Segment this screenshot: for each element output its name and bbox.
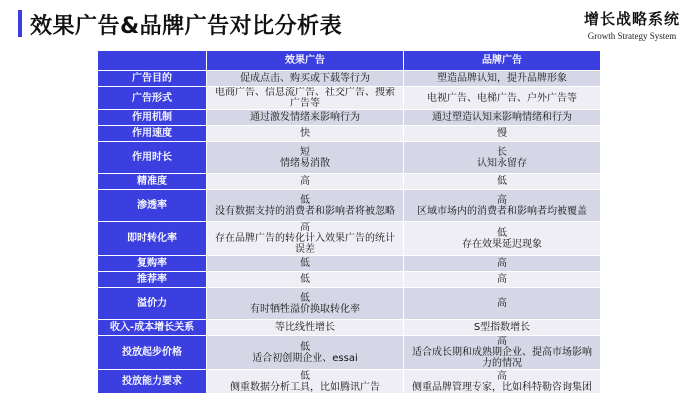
cell-text: 塑造品牌认知，提升品牌形象 <box>437 73 567 84</box>
brand-ads-cell <box>404 174 601 190</box>
cell-text: 等比线性增长 <box>275 322 335 333</box>
effect-ads-cell <box>207 370 404 394</box>
cell-text: 低 <box>300 370 310 382</box>
effect-ads-cell <box>207 110 404 126</box>
table-row <box>98 336 601 370</box>
cell-text: 存在品牌广告的转化计入效果广告的统计误差 <box>215 233 395 255</box>
brand-ads-cell <box>404 256 601 272</box>
brand-ads-cell <box>404 142 601 174</box>
row-label: 推荐率 <box>98 272 207 288</box>
brand-ads-cell <box>404 71 601 87</box>
header <box>0 0 700 48</box>
table-row <box>98 320 601 336</box>
cell-text: 短 <box>300 146 310 158</box>
effect-ads-cell <box>207 174 404 190</box>
cell-text: 高 <box>497 298 507 309</box>
brand-ads-cell <box>404 110 601 126</box>
effect-ads-cell <box>207 71 404 87</box>
cell-text: 存在效果延迟现象 <box>462 238 542 250</box>
cell-text: 低 <box>300 258 310 269</box>
cell-text: 高 <box>497 336 507 347</box>
brand-ads-cell <box>404 126 601 142</box>
table-row <box>98 174 601 190</box>
cell-text: 低 <box>497 176 507 187</box>
cell-text: 电视广告、电梯广告、户外广告等 <box>427 92 577 104</box>
cell-text: S型指数增长 <box>473 322 531 333</box>
row-label: 收入-成本增长关系 <box>98 320 207 336</box>
row-label: 作用时长 <box>98 142 207 174</box>
cell-text: 通过激发情绪来影响行为 <box>250 112 360 123</box>
cell-text: 高 <box>497 194 507 206</box>
row-label: 复购率 <box>98 256 207 272</box>
table-row <box>98 71 601 87</box>
cell-text: 长 <box>497 146 507 158</box>
effect-ads-cell <box>207 222 404 256</box>
cell-text: 高 <box>497 274 507 285</box>
row-label: 广告形式 <box>98 87 207 110</box>
effect-ads-cell <box>207 272 404 288</box>
effect-ads-cell <box>207 336 404 370</box>
cell-text: 高 <box>300 222 310 233</box>
cell-text: 电商广告、信息流广告、社交广告、搜索广告等 <box>215 87 395 109</box>
cell-text: 区域市场内的消费者和影响者均被覆盖 <box>417 205 587 217</box>
row-label: 即时转化率 <box>98 222 207 256</box>
table-row <box>98 110 601 126</box>
brand-ads-cell <box>404 190 601 222</box>
column-header-effect-ads: 效果广告 <box>207 51 404 71</box>
table-row <box>98 142 601 174</box>
cell-text: 促成点击、购买或下载等行为 <box>240 73 370 84</box>
table-row <box>98 256 601 272</box>
table-row <box>98 288 601 320</box>
title-accent-bar <box>18 10 22 37</box>
cell-text: 高 <box>300 176 310 187</box>
effect-ads-cell <box>207 256 404 272</box>
cell-text: 低 <box>300 341 310 353</box>
table-row <box>98 222 601 256</box>
column-header-brand-ads: 品牌广告 <box>404 51 601 71</box>
brand-name-cn: 增长战略系统 <box>583 10 680 28</box>
effect-ads-cell <box>207 320 404 336</box>
brand-ads-cell <box>404 336 601 370</box>
brand-ads-cell <box>404 320 601 336</box>
cell-text: 认知永留存 <box>477 157 527 169</box>
row-label: 渗透率 <box>98 190 207 222</box>
brand-ads-cell <box>404 272 601 288</box>
page-title: 效果广告&品牌广告对比分析表 <box>30 14 343 39</box>
cell-text: 情绪易消散 <box>280 157 330 169</box>
row-label: 作用机制 <box>98 110 207 126</box>
effect-ads-cell <box>207 126 404 142</box>
cell-text: 低 <box>300 194 310 206</box>
cell-text: 适合初创期企业、essai <box>252 352 358 364</box>
table-row <box>98 370 601 394</box>
table-row <box>98 126 601 142</box>
cell-text: 低 <box>497 227 507 239</box>
cell-text: 慢 <box>497 128 507 139</box>
effect-ads-cell <box>207 190 404 222</box>
cell-text: 低 <box>300 292 310 304</box>
brand-name-en: Growth Strategy System <box>587 31 677 41</box>
cell-text: 通过塑造认知来影响情绪和行为 <box>432 112 572 123</box>
row-label: 作用速度 <box>98 126 207 142</box>
row-label: 广告目的 <box>98 71 207 87</box>
row-label: 溢价力 <box>98 288 207 320</box>
brand-ads-cell <box>404 288 601 320</box>
comparison-table <box>97 50 600 394</box>
table-header-row <box>98 51 601 71</box>
cell-text: 有时牺牲溢价换取转化率 <box>250 303 360 315</box>
brand-ads-cell <box>404 370 601 394</box>
row-label: 投放起步价格 <box>98 336 207 370</box>
table-row <box>98 87 601 110</box>
brand-ads-cell <box>404 222 601 256</box>
cell-text: 低 <box>300 274 310 285</box>
table-row <box>98 272 601 288</box>
effect-ads-cell <box>207 288 404 320</box>
cell-text: 高 <box>497 370 507 382</box>
cell-text: 高 <box>497 258 507 269</box>
row-label: 投放能力要求 <box>98 370 207 394</box>
cell-text: 侧重数据分析工具，比如腾讯广告 <box>230 381 380 393</box>
effect-ads-cell <box>207 87 404 110</box>
cell-text: 没有数据支持的消费者和影响者将被忽略 <box>215 205 395 217</box>
table-row <box>98 190 601 222</box>
cell-text: 适合成长期和成熟期企业、提高市场影响力的情况 <box>412 347 592 369</box>
cell-text: 快 <box>300 128 310 139</box>
brand-logo <box>584 8 680 41</box>
effect-ads-cell <box>207 142 404 174</box>
table-corner-cell <box>98 51 207 71</box>
row-label: 精准度 <box>98 174 207 190</box>
comparison-table-container <box>97 50 600 412</box>
cell-text: 侧重品牌管理专家，比如科特勒咨询集团 <box>412 381 592 393</box>
brand-ads-cell <box>404 87 601 110</box>
